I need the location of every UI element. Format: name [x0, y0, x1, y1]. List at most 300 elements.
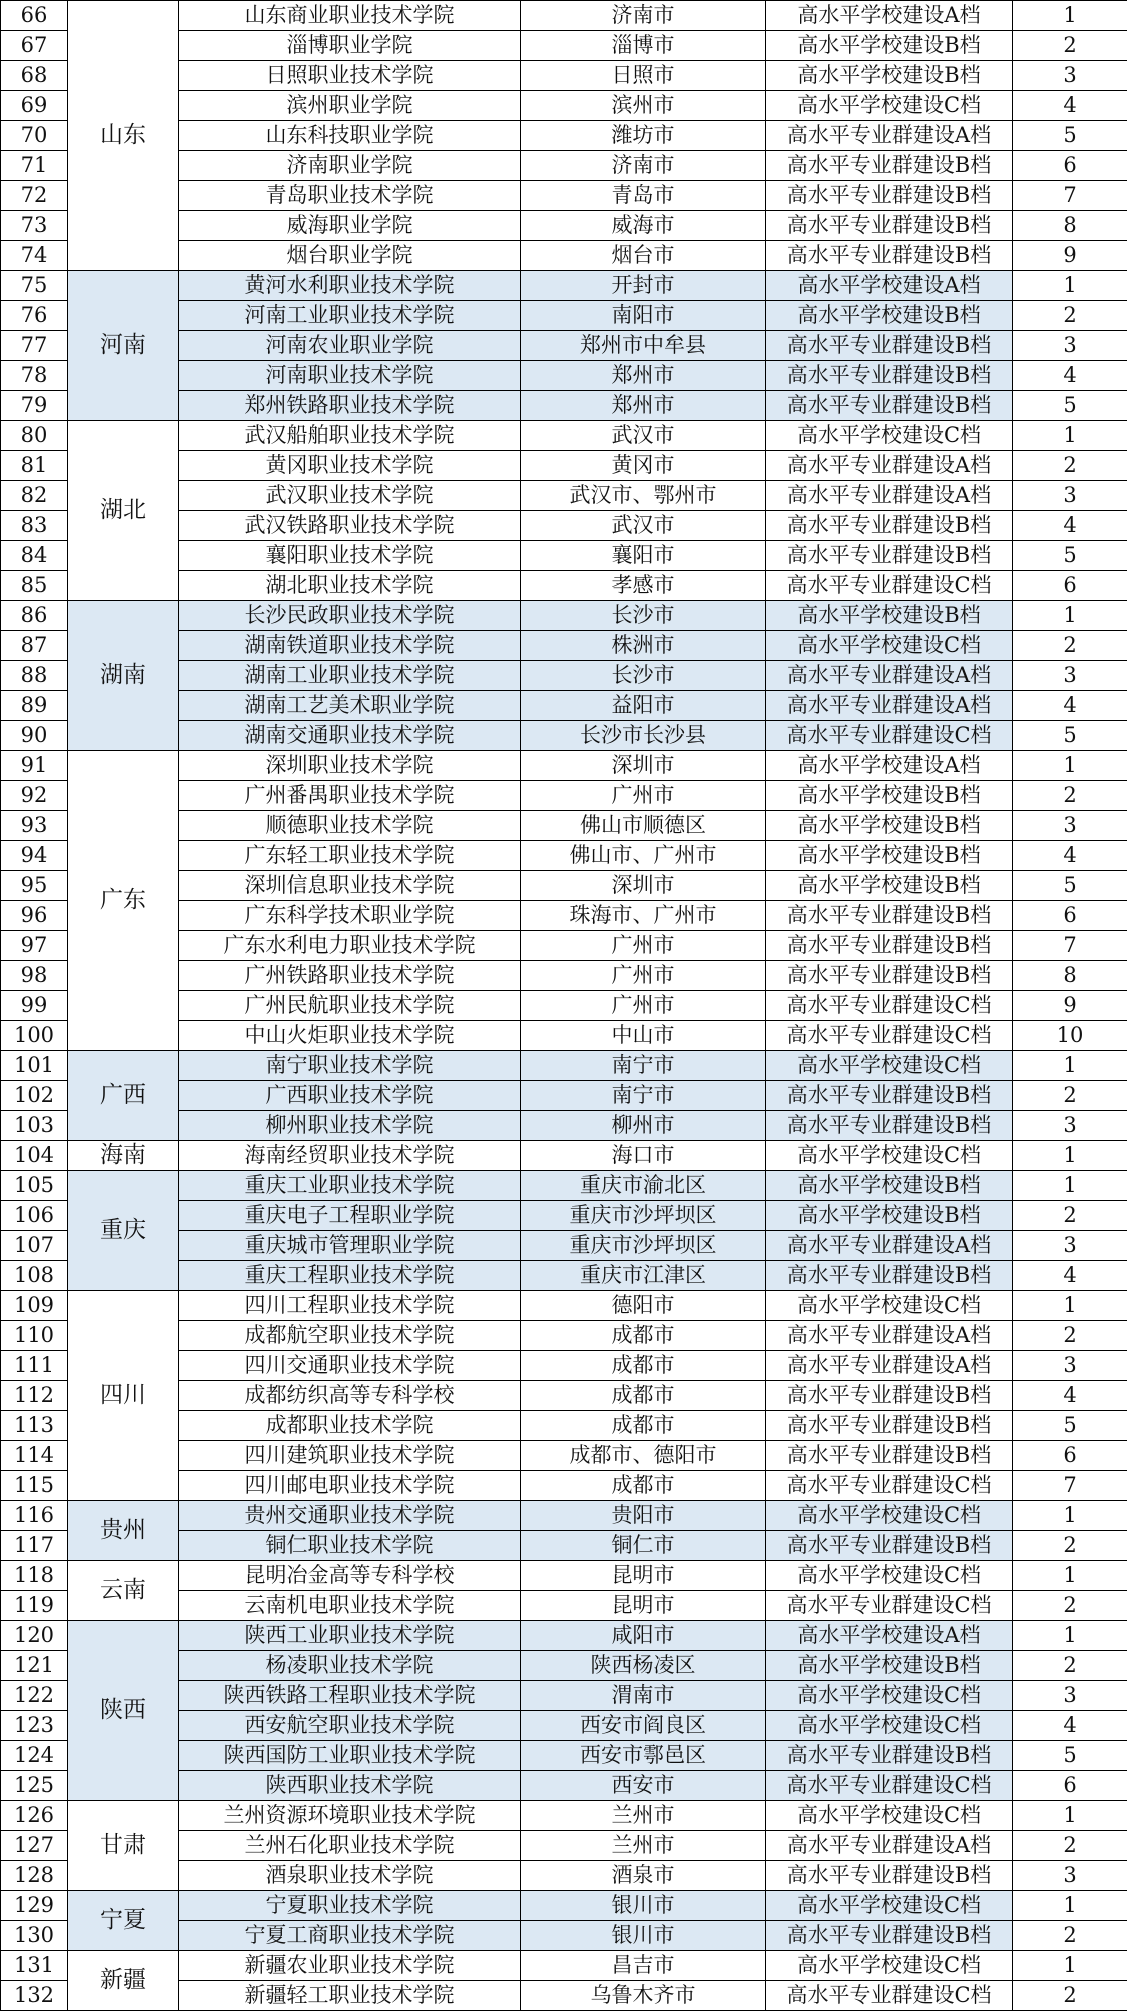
table-row — [1, 1051, 1127, 1081]
construction-level-cell: 高水平专业群建设B档 — [766, 1381, 1013, 1411]
row-number-cell: 93 — [1, 811, 68, 841]
row-number-cell: 101 — [1, 1051, 68, 1081]
row-number-cell: 67 — [1, 31, 68, 61]
school-name-cell: 郑州铁路职业技术学院 — [179, 391, 521, 421]
province-rank-cell: 3 — [1013, 661, 1127, 691]
row-number-cell: 98 — [1, 961, 68, 991]
province-cell: 重庆 — [68, 1171, 179, 1291]
construction-level-cell: 高水平专业群建设B档 — [766, 1261, 1013, 1291]
row-number-cell: 113 — [1, 1411, 68, 1441]
province-rank-cell: 7 — [1013, 931, 1127, 961]
school-name-cell: 湖南铁道职业技术学院 — [179, 631, 521, 661]
province-rank-cell: 1 — [1013, 1621, 1127, 1651]
construction-level-cell: 高水平学校建设A档 — [766, 271, 1013, 301]
row-number-cell: 100 — [1, 1021, 68, 1051]
construction-level-cell: 高水平专业群建设B档 — [766, 1741, 1013, 1771]
city-cell: 南宁市 — [521, 1051, 766, 1081]
city-cell: 成都市、德阳市 — [521, 1441, 766, 1471]
school-name-cell: 四川邮电职业技术学院 — [179, 1471, 521, 1501]
city-cell: 潍坊市 — [521, 121, 766, 151]
province-rank-cell: 4 — [1013, 1711, 1127, 1741]
construction-level-cell: 高水平学校建设C档 — [766, 421, 1013, 451]
city-cell: 武汉市、鄂州市 — [521, 481, 766, 511]
school-name-cell: 四川工程职业技术学院 — [179, 1291, 521, 1321]
city-cell: 淄博市 — [521, 31, 766, 61]
construction-level-cell: 高水平学校建设A档 — [766, 751, 1013, 781]
city-cell: 南宁市 — [521, 1081, 766, 1111]
city-cell: 昌吉市 — [521, 1951, 766, 1981]
school-name-cell: 山东商业职业技术学院 — [179, 1, 521, 31]
province-rank-cell: 4 — [1013, 1381, 1127, 1411]
province-rank-cell: 6 — [1013, 571, 1127, 601]
province-rank-cell: 1 — [1013, 1, 1127, 31]
province-rank-cell: 2 — [1013, 1081, 1127, 1111]
city-cell: 西安市鄠邑区 — [521, 1741, 766, 1771]
row-number-cell: 68 — [1, 61, 68, 91]
province-rank-cell: 2 — [1013, 781, 1127, 811]
row-number-cell: 132 — [1, 1981, 68, 2011]
construction-level-cell: 高水平专业群建设A档 — [766, 691, 1013, 721]
table-row — [1, 601, 1127, 631]
school-name-cell: 湖北职业技术学院 — [179, 571, 521, 601]
province-rank-cell: 4 — [1013, 691, 1127, 721]
province-rank-cell: 2 — [1013, 1321, 1127, 1351]
province-rank-cell: 1 — [1013, 421, 1127, 451]
province-rank-cell: 4 — [1013, 1261, 1127, 1291]
construction-level-cell: 高水平专业群建设A档 — [766, 451, 1013, 481]
province-rank-cell: 3 — [1013, 1111, 1127, 1141]
school-name-cell: 河南工业职业技术学院 — [179, 301, 521, 331]
row-number-cell: 83 — [1, 511, 68, 541]
construction-level-cell: 高水平专业群建设B档 — [766, 1921, 1013, 1951]
row-number-cell: 73 — [1, 211, 68, 241]
province-rank-cell: 6 — [1013, 1771, 1127, 1801]
table-row — [1, 1951, 1127, 1981]
row-number-cell: 87 — [1, 631, 68, 661]
province-rank-cell: 3 — [1013, 481, 1127, 511]
province-rank-cell: 4 — [1013, 91, 1127, 121]
school-name-cell: 兰州资源环境职业技术学院 — [179, 1801, 521, 1831]
construction-level-cell: 高水平专业群建设B档 — [766, 1411, 1013, 1441]
city-cell: 重庆市沙坪坝区 — [521, 1231, 766, 1261]
construction-level-cell: 高水平专业群建设B档 — [766, 961, 1013, 991]
province-rank-cell: 6 — [1013, 151, 1127, 181]
construction-level-cell: 高水平学校建设B档 — [766, 61, 1013, 91]
row-number-cell: 75 — [1, 271, 68, 301]
province-rank-cell: 5 — [1013, 1741, 1127, 1771]
construction-level-cell: 高水平学校建设B档 — [766, 301, 1013, 331]
school-name-cell: 襄阳职业技术学院 — [179, 541, 521, 571]
construction-level-cell: 高水平学校建设C档 — [766, 1561, 1013, 1591]
construction-level-cell: 高水平专业群建设B档 — [766, 181, 1013, 211]
row-number-cell: 79 — [1, 391, 68, 421]
table-body — [1, 1, 1127, 2011]
row-number-cell: 111 — [1, 1351, 68, 1381]
school-name-cell: 西安航空职业技术学院 — [179, 1711, 521, 1741]
construction-level-cell: 高水平学校建设B档 — [766, 781, 1013, 811]
school-name-cell: 成都职业技术学院 — [179, 1411, 521, 1441]
row-number-cell: 84 — [1, 541, 68, 571]
province-rank-cell: 5 — [1013, 1411, 1127, 1441]
province-cell: 湖北 — [68, 421, 179, 601]
city-cell: 武汉市 — [521, 421, 766, 451]
table-row — [1, 1891, 1127, 1921]
province-cell: 甘肃 — [68, 1801, 179, 1891]
construction-level-cell: 高水平专业群建设C档 — [766, 1021, 1013, 1051]
row-number-cell: 104 — [1, 1141, 68, 1171]
city-cell: 广州市 — [521, 781, 766, 811]
construction-level-cell: 高水平专业群建设B档 — [766, 361, 1013, 391]
city-cell: 成都市 — [521, 1411, 766, 1441]
row-number-cell: 118 — [1, 1561, 68, 1591]
construction-level-cell: 高水平专业群建设B档 — [766, 211, 1013, 241]
city-cell: 德阳市 — [521, 1291, 766, 1321]
table-row — [1, 751, 1127, 781]
province-rank-cell: 5 — [1013, 391, 1127, 421]
city-cell: 兰州市 — [521, 1831, 766, 1861]
row-number-cell: 88 — [1, 661, 68, 691]
city-cell: 广州市 — [521, 991, 766, 1021]
province-rank-cell: 8 — [1013, 961, 1127, 991]
construction-level-cell: 高水平专业群建设B档 — [766, 1531, 1013, 1561]
city-cell: 酒泉市 — [521, 1861, 766, 1891]
school-name-cell: 新疆轻工职业技术学院 — [179, 1981, 521, 2011]
construction-level-cell: 高水平专业群建设B档 — [766, 331, 1013, 361]
row-number-cell: 117 — [1, 1531, 68, 1561]
school-name-cell: 顺德职业技术学院 — [179, 811, 521, 841]
school-name-cell: 湖南交通职业技术学院 — [179, 721, 521, 751]
province-rank-cell: 2 — [1013, 631, 1127, 661]
row-number-cell: 126 — [1, 1801, 68, 1831]
construction-level-cell: 高水平学校建设C档 — [766, 1711, 1013, 1741]
row-number-cell: 71 — [1, 151, 68, 181]
province-cell: 四川 — [68, 1291, 179, 1501]
province-rank-cell: 1 — [1013, 1561, 1127, 1591]
row-number-cell: 72 — [1, 181, 68, 211]
city-cell: 咸阳市 — [521, 1621, 766, 1651]
row-number-cell: 107 — [1, 1231, 68, 1261]
province-rank-cell: 1 — [1013, 1891, 1127, 1921]
school-name-cell: 海南经贸职业技术学院 — [179, 1141, 521, 1171]
school-name-cell: 武汉职业技术学院 — [179, 481, 521, 511]
province-rank-cell: 1 — [1013, 1051, 1127, 1081]
school-name-cell: 杨凌职业技术学院 — [179, 1651, 521, 1681]
province-cell: 云南 — [68, 1561, 179, 1621]
province-rank-cell: 1 — [1013, 1171, 1127, 1201]
city-cell: 西安市 — [521, 1771, 766, 1801]
construction-level-cell: 高水平专业群建设C档 — [766, 571, 1013, 601]
school-name-cell: 烟台职业学院 — [179, 241, 521, 271]
construction-level-cell: 高水平学校建设C档 — [766, 1501, 1013, 1531]
row-number-cell: 102 — [1, 1081, 68, 1111]
province-rank-cell: 5 — [1013, 541, 1127, 571]
school-name-cell: 长沙民政职业技术学院 — [179, 601, 521, 631]
construction-level-cell: 高水平学校建设B档 — [766, 601, 1013, 631]
city-cell: 济南市 — [521, 151, 766, 181]
city-cell: 襄阳市 — [521, 541, 766, 571]
row-number-cell: 74 — [1, 241, 68, 271]
construction-level-cell: 高水平专业群建设C档 — [766, 1771, 1013, 1801]
school-name-cell: 中山火炬职业技术学院 — [179, 1021, 521, 1051]
school-name-cell: 广州番禺职业技术学院 — [179, 781, 521, 811]
province-rank-cell: 4 — [1013, 361, 1127, 391]
school-name-cell: 威海职业学院 — [179, 211, 521, 241]
construction-level-cell: 高水平专业群建设B档 — [766, 541, 1013, 571]
school-name-cell: 四川建筑职业技术学院 — [179, 1441, 521, 1471]
row-number-cell: 106 — [1, 1201, 68, 1231]
row-number-cell: 80 — [1, 421, 68, 451]
province-rank-cell: 2 — [1013, 1591, 1127, 1621]
construction-level-cell: 高水平专业群建设C档 — [766, 1981, 1013, 2011]
province-rank-cell: 2 — [1013, 1531, 1127, 1561]
province-rank-cell: 3 — [1013, 811, 1127, 841]
construction-level-cell: 高水平专业群建设B档 — [766, 1111, 1013, 1141]
city-cell: 郑州市 — [521, 391, 766, 421]
province-rank-cell: 3 — [1013, 1681, 1127, 1711]
city-cell: 陕西杨凌区 — [521, 1651, 766, 1681]
city-cell: 成都市 — [521, 1321, 766, 1351]
school-name-cell: 淄博职业学院 — [179, 31, 521, 61]
construction-level-cell: 高水平学校建设C档 — [766, 1891, 1013, 1921]
province-rank-cell: 9 — [1013, 991, 1127, 1021]
school-name-cell: 广东水利电力职业技术学院 — [179, 931, 521, 961]
province-rank-cell: 3 — [1013, 331, 1127, 361]
city-cell: 开封市 — [521, 271, 766, 301]
city-cell: 深圳市 — [521, 751, 766, 781]
city-cell: 威海市 — [521, 211, 766, 241]
city-cell: 成都市 — [521, 1351, 766, 1381]
city-cell: 长沙市 — [521, 661, 766, 691]
row-number-cell: 78 — [1, 361, 68, 391]
construction-level-cell: 高水平学校建设C档 — [766, 1291, 1013, 1321]
school-name-cell: 重庆城市管理职业学院 — [179, 1231, 521, 1261]
school-name-cell: 河南职业技术学院 — [179, 361, 521, 391]
province-cell: 贵州 — [68, 1501, 179, 1561]
city-cell: 青岛市 — [521, 181, 766, 211]
row-number-cell: 92 — [1, 781, 68, 811]
city-cell: 南阳市 — [521, 301, 766, 331]
school-name-cell: 广西职业技术学院 — [179, 1081, 521, 1111]
school-name-cell: 酒泉职业技术学院 — [179, 1861, 521, 1891]
row-number-cell: 130 — [1, 1921, 68, 1951]
city-cell: 长沙市长沙县 — [521, 721, 766, 751]
city-cell: 广州市 — [521, 931, 766, 961]
table-row — [1, 1171, 1127, 1201]
row-number-cell: 110 — [1, 1321, 68, 1351]
row-number-cell: 112 — [1, 1381, 68, 1411]
city-cell: 济南市 — [521, 1, 766, 31]
construction-level-cell: 高水平专业群建设B档 — [766, 1441, 1013, 1471]
city-cell: 佛山市顺德区 — [521, 811, 766, 841]
construction-level-cell: 高水平学校建设B档 — [766, 811, 1013, 841]
construction-level-cell: 高水平专业群建设C档 — [766, 1471, 1013, 1501]
construction-level-cell: 高水平专业群建设A档 — [766, 121, 1013, 151]
province-rank-cell: 1 — [1013, 601, 1127, 631]
construction-level-cell: 高水平专业群建设A档 — [766, 481, 1013, 511]
construction-level-cell: 高水平专业群建设B档 — [766, 1861, 1013, 1891]
row-number-cell: 122 — [1, 1681, 68, 1711]
row-number-cell: 70 — [1, 121, 68, 151]
province-cell: 新疆 — [68, 1951, 179, 2011]
construction-level-cell: 高水平专业群建设A档 — [766, 1351, 1013, 1381]
school-name-cell: 贵州交通职业技术学院 — [179, 1501, 521, 1531]
province-rank-cell: 1 — [1013, 1951, 1127, 1981]
province-rank-cell: 1 — [1013, 1141, 1127, 1171]
school-name-cell: 重庆电子工程职业学院 — [179, 1201, 521, 1231]
construction-level-cell: 高水平学校建设C档 — [766, 1141, 1013, 1171]
row-number-cell: 114 — [1, 1441, 68, 1471]
city-cell: 广州市 — [521, 961, 766, 991]
construction-level-cell: 高水平专业群建设B档 — [766, 931, 1013, 961]
school-name-cell: 武汉铁路职业技术学院 — [179, 511, 521, 541]
city-cell: 西安市阎良区 — [521, 1711, 766, 1741]
city-cell: 郑州市中牟县 — [521, 331, 766, 361]
province-rank-cell: 5 — [1013, 871, 1127, 901]
construction-level-cell: 高水平学校建设B档 — [766, 1171, 1013, 1201]
row-number-cell: 129 — [1, 1891, 68, 1921]
school-name-cell: 铜仁职业技术学院 — [179, 1531, 521, 1561]
province-rank-cell: 5 — [1013, 121, 1127, 151]
city-cell: 黄冈市 — [521, 451, 766, 481]
construction-level-cell: 高水平学校建设A档 — [766, 1, 1013, 31]
city-cell: 兰州市 — [521, 1801, 766, 1831]
city-cell: 郑州市 — [521, 361, 766, 391]
school-name-cell: 陕西职业技术学院 — [179, 1771, 521, 1801]
city-cell: 成都市 — [521, 1471, 766, 1501]
city-cell: 深圳市 — [521, 871, 766, 901]
school-name-cell: 南宁职业技术学院 — [179, 1051, 521, 1081]
row-number-cell: 91 — [1, 751, 68, 781]
construction-level-cell: 高水平专业群建设C档 — [766, 991, 1013, 1021]
city-cell: 日照市 — [521, 61, 766, 91]
province-cell: 广东 — [68, 751, 179, 1051]
construction-level-cell: 高水平专业群建设B档 — [766, 901, 1013, 931]
city-cell: 银川市 — [521, 1921, 766, 1951]
city-cell: 佛山市、广州市 — [521, 841, 766, 871]
table-row — [1, 1291, 1127, 1321]
province-cell: 河南 — [68, 271, 179, 421]
row-number-cell: 128 — [1, 1861, 68, 1891]
construction-level-cell: 高水平学校建设B档 — [766, 871, 1013, 901]
school-name-cell: 昆明冶金高等专科学校 — [179, 1561, 521, 1591]
school-name-cell: 柳州职业技术学院 — [179, 1111, 521, 1141]
row-number-cell: 119 — [1, 1591, 68, 1621]
province-rank-cell: 1 — [1013, 1291, 1127, 1321]
row-number-cell: 97 — [1, 931, 68, 961]
construction-level-cell: 高水平学校建设A档 — [766, 1621, 1013, 1651]
construction-level-cell: 高水平专业群建设A档 — [766, 1321, 1013, 1351]
row-number-cell: 120 — [1, 1621, 68, 1651]
construction-level-cell: 高水平学校建设C档 — [766, 91, 1013, 121]
construction-level-cell: 高水平学校建设C档 — [766, 1801, 1013, 1831]
city-cell: 重庆市渝北区 — [521, 1171, 766, 1201]
row-number-cell: 99 — [1, 991, 68, 1021]
province-rank-cell: 3 — [1013, 1351, 1127, 1381]
province-cell: 山东 — [68, 1, 179, 271]
school-name-cell: 重庆工业职业技术学院 — [179, 1171, 521, 1201]
city-cell: 珠海市、广州市 — [521, 901, 766, 931]
province-rank-cell: 7 — [1013, 1471, 1127, 1501]
school-name-cell: 广州民航职业技术学院 — [179, 991, 521, 1021]
school-name-cell: 陕西铁路工程职业技术学院 — [179, 1681, 521, 1711]
construction-level-cell: 高水平学校建设B档 — [766, 31, 1013, 61]
province-rank-cell: 4 — [1013, 841, 1127, 871]
province-rank-cell: 1 — [1013, 271, 1127, 301]
row-number-cell: 95 — [1, 871, 68, 901]
construction-level-cell: 高水平专业群建设A档 — [766, 1831, 1013, 1861]
city-cell: 武汉市 — [521, 511, 766, 541]
table-row — [1, 1141, 1127, 1171]
city-cell: 贵阳市 — [521, 1501, 766, 1531]
province-cell: 宁夏 — [68, 1891, 179, 1951]
province-cell: 广西 — [68, 1051, 179, 1141]
province-rank-cell: 7 — [1013, 181, 1127, 211]
school-name-cell: 成都航空职业技术学院 — [179, 1321, 521, 1351]
construction-level-cell: 高水平学校建设B档 — [766, 841, 1013, 871]
city-cell: 长沙市 — [521, 601, 766, 631]
school-name-cell: 黄河水利职业技术学院 — [179, 271, 521, 301]
city-cell: 渭南市 — [521, 1681, 766, 1711]
city-cell: 海口市 — [521, 1141, 766, 1171]
row-number-cell: 89 — [1, 691, 68, 721]
city-cell: 成都市 — [521, 1381, 766, 1411]
construction-level-cell: 高水平专业群建设C档 — [766, 1591, 1013, 1621]
construction-level-cell: 高水平学校建设C档 — [766, 1951, 1013, 1981]
city-cell: 重庆市江津区 — [521, 1261, 766, 1291]
city-cell: 重庆市沙坪坝区 — [521, 1201, 766, 1231]
table-row — [1, 1561, 1127, 1591]
province-rank-cell: 3 — [1013, 61, 1127, 91]
school-name-cell: 宁夏工商职业技术学院 — [179, 1921, 521, 1951]
province-rank-cell: 2 — [1013, 1921, 1127, 1951]
province-rank-cell: 10 — [1013, 1021, 1127, 1051]
table-row — [1, 421, 1127, 451]
row-number-cell: 125 — [1, 1771, 68, 1801]
school-name-cell: 滨州职业学院 — [179, 91, 521, 121]
school-name-cell: 广东科学技术职业学院 — [179, 901, 521, 931]
row-number-cell: 116 — [1, 1501, 68, 1531]
school-name-cell: 新疆农业职业技术学院 — [179, 1951, 521, 1981]
province-rank-cell: 5 — [1013, 721, 1127, 751]
city-cell: 滨州市 — [521, 91, 766, 121]
construction-level-cell: 高水平专业群建设B档 — [766, 391, 1013, 421]
row-number-cell: 123 — [1, 1711, 68, 1741]
school-name-cell: 山东科技职业学院 — [179, 121, 521, 151]
school-name-cell: 湖南工艺美术职业学院 — [179, 691, 521, 721]
row-number-cell: 66 — [1, 1, 68, 31]
province-rank-cell: 2 — [1013, 31, 1127, 61]
province-rank-cell: 8 — [1013, 211, 1127, 241]
school-name-cell: 四川交通职业技术学院 — [179, 1351, 521, 1381]
school-name-cell: 武汉船舶职业技术学院 — [179, 421, 521, 451]
row-number-cell: 69 — [1, 91, 68, 121]
school-name-cell: 成都纺织高等专科学校 — [179, 1381, 521, 1411]
city-cell: 孝感市 — [521, 571, 766, 601]
province-rank-cell: 6 — [1013, 1441, 1127, 1471]
school-name-cell: 日照职业技术学院 — [179, 61, 521, 91]
school-name-cell: 广州铁路职业技术学院 — [179, 961, 521, 991]
school-name-cell: 重庆工程职业技术学院 — [179, 1261, 521, 1291]
province-rank-cell: 6 — [1013, 901, 1127, 931]
row-number-cell: 103 — [1, 1111, 68, 1141]
school-name-cell: 深圳职业技术学院 — [179, 751, 521, 781]
city-cell: 烟台市 — [521, 241, 766, 271]
school-name-cell: 陕西国防工业职业技术学院 — [179, 1741, 521, 1771]
province-cell: 湖南 — [68, 601, 179, 751]
table-row — [1, 1801, 1127, 1831]
row-number-cell: 124 — [1, 1741, 68, 1771]
construction-level-cell: 高水平专业群建设B档 — [766, 511, 1013, 541]
